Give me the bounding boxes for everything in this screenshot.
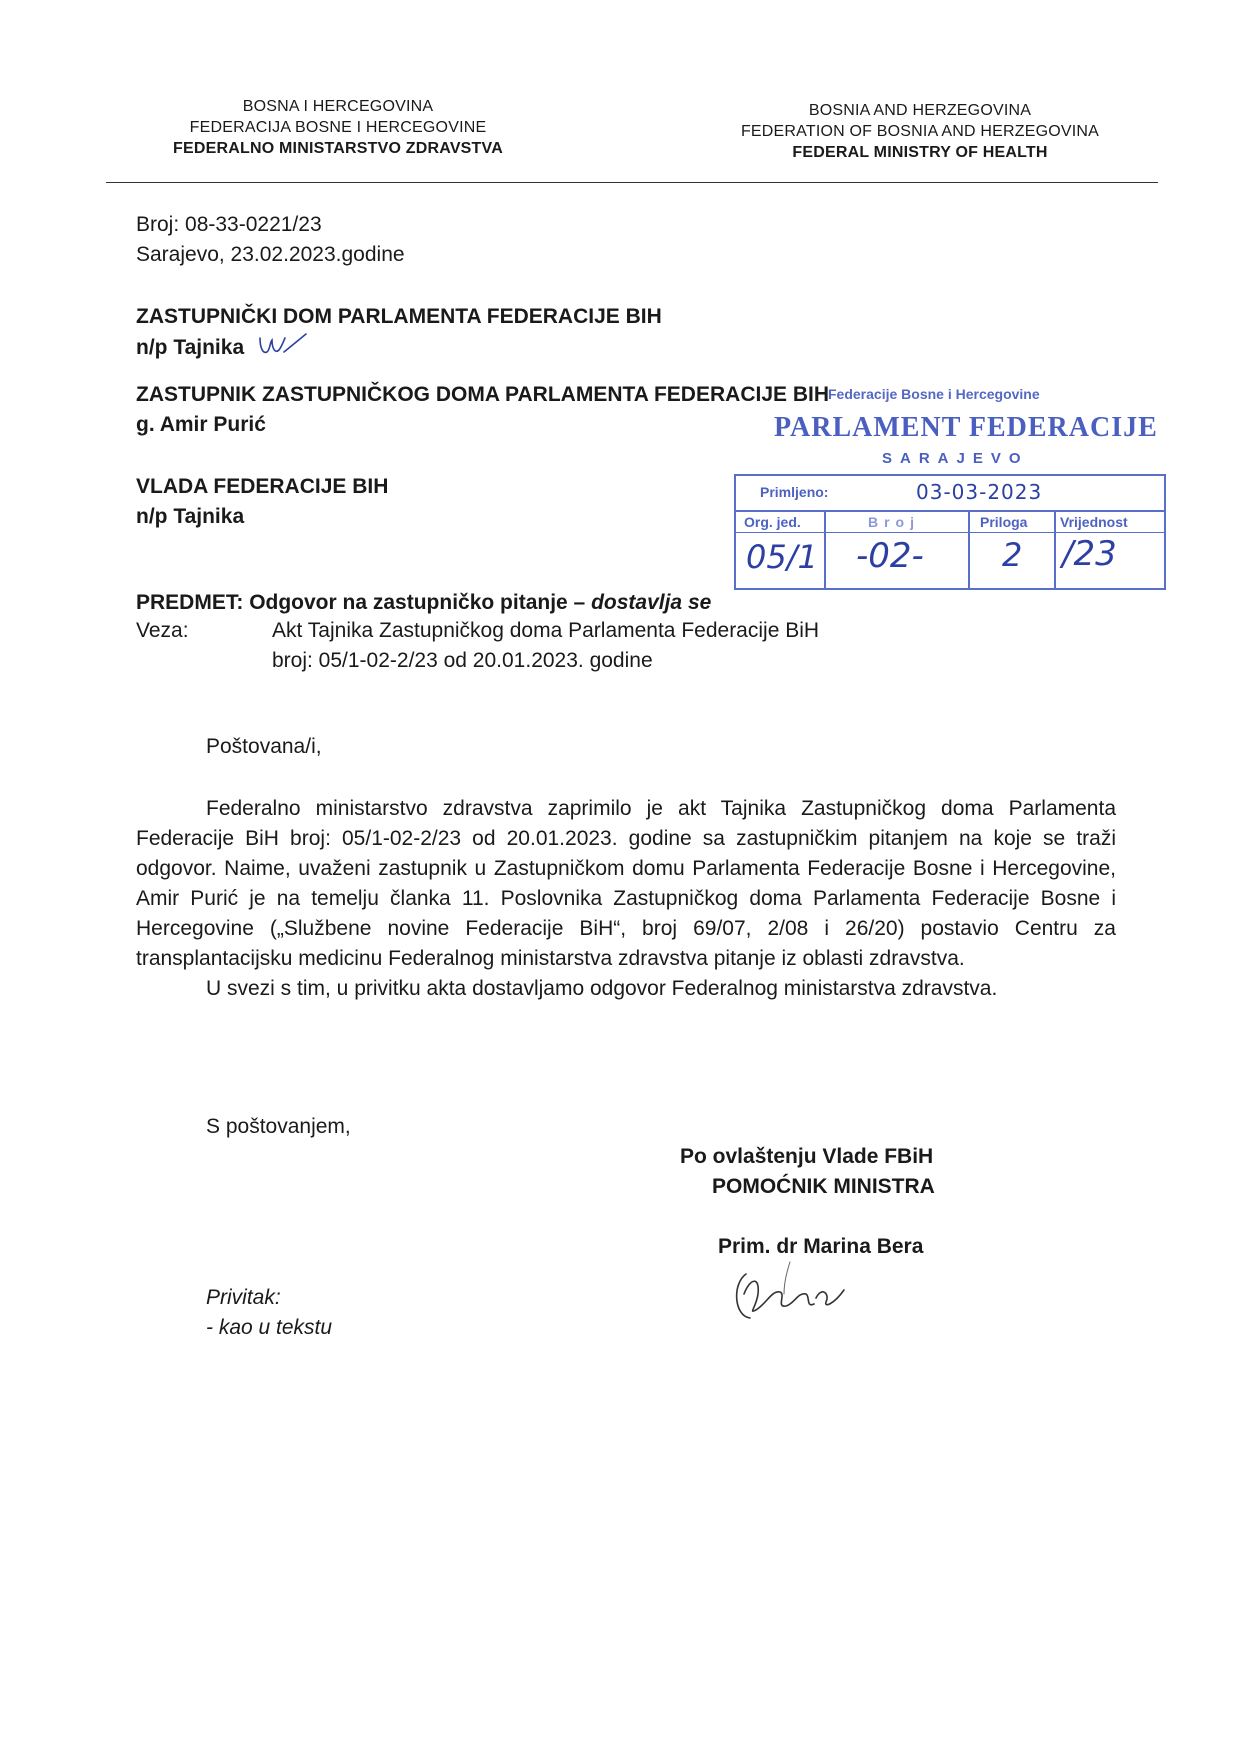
link-text-line2: broj: 05/1-02-2/23 od 20.01.2023. godine [272, 649, 653, 672]
stamp-number-label: Broj [868, 514, 920, 530]
stamp-row-divider [736, 532, 1164, 533]
stamp-attach-label: Priloga [980, 514, 1028, 530]
header-left-ministry: FEDERALNO MINISTARSTVO ZDRAVSTVA [173, 140, 503, 157]
body-text [136, 794, 1116, 1004]
recipient-representative-name: g. Amir Purić [136, 413, 266, 436]
header-right-federation: FEDERATION OF BOSNIA AND HERZEGOVINA [740, 123, 1100, 140]
initials-signature-icon [254, 332, 310, 360]
stamp-grid [734, 474, 1166, 590]
stamp-value-label: Vrijednost [1060, 514, 1128, 530]
closing: S poštovanjem, [206, 1115, 351, 1138]
attachment-label: Privitak: [206, 1286, 281, 1309]
stamp-col-divider [1054, 510, 1056, 588]
attachment-block [206, 1283, 332, 1343]
link-text-line1: Akt Tajnika Zastupničkog doma Parlamenta Federacije BiH [272, 619, 820, 642]
link-label: Veza: [136, 619, 189, 642]
stamp-top-text: Federacije Bosne i Hercegovine [828, 386, 1040, 402]
stamp-received-date: 03-03-2023 [916, 480, 1043, 504]
stamp-org-label: Org. jed. [744, 514, 801, 530]
stamp-city: SARAJEVO [882, 450, 1029, 467]
header-left-country: BOSNA I HERCEGOVINA [242, 98, 434, 115]
recipient-parliament-attn: n/p Tajnika [136, 332, 662, 363]
subject-label: PREDMET: [136, 591, 244, 614]
stamp-row-divider [736, 510, 1164, 512]
stamp-attach-value: 2 [1002, 536, 1023, 574]
header-right-ministry: FEDERAL MINISTRY OF HEALTH [792, 144, 1048, 161]
header-left [128, 96, 548, 159]
greeting: Poštovana/i, [206, 735, 322, 758]
stamp-org-value: 05/1 [746, 538, 818, 576]
header-right-country: BOSNIA AND HERZEGOVINA [808, 102, 1032, 119]
body-paragraph-1: Federalno ministarstvo zdravstva zaprimilo je akt Tajnika Zastupničkog doma Parlamenta Federacije BiH broj: 05/1-02-2/23 od 20.01.2023. godine sa zastupničkim pitanjem na koje se traži odgovor. Naime, uvaženi zastupnik u Zastupničkom domu Parlamenta Federacije Bosne i Hercegovine, Amir Purić je na temelju članka 11. Poslovnika Zastupničkog doma Parlamenta Federacije Bosne i Hercegovine („Službene novine Federacije BiH“, broj 69/07, 2/08 i 26/20) postavio Centru za transplantacijsku medicinu Federalnog ministarstva zdravstva pitanje iz oblasti zdravstva. [136, 797, 1116, 970]
stamp-col-divider [968, 510, 970, 588]
stamp-title: PARLAMENT FEDERACIJE [774, 412, 1158, 443]
received-stamp [730, 384, 1170, 594]
subject-italic: dostavlja se [591, 591, 712, 614]
signature-name: Prim. dr Marina Bera [718, 1235, 924, 1258]
recipient-parliament [136, 302, 662, 363]
reference-number: Broj: 08-33-0221/23 [136, 213, 322, 236]
recipient-representative [136, 380, 829, 440]
body-paragraph-2: U svezi s tim, u privitku akta dostavljamo odgovor Federalnog ministarstva zdravstva. [206, 977, 998, 1000]
subject-text: Odgovor na zastupničko pitanje – [249, 591, 592, 614]
header-divider [106, 182, 1158, 183]
recipient-government [136, 472, 388, 532]
stamp-received-label: Primljeno: [760, 484, 829, 500]
handwritten-signature-icon [726, 1254, 876, 1334]
stamp-col-divider [824, 510, 826, 588]
recipient-representative-title: ZASTUPNIK ZASTUPNIČKOG DOMA PARLAMENTA FEDERACIJE BIH [136, 383, 829, 406]
link-text [272, 616, 1032, 676]
recipient-parliament-name: ZASTUPNIČKI DOM PARLAMENTA FEDERACIJE BIH [136, 305, 662, 328]
stamp-number-value: -02- [856, 536, 924, 576]
signature-block [680, 1142, 1000, 1202]
header-left-federation: FEDERACIJA BOSNE I HERCEGOVINE [189, 119, 487, 136]
signature-title: POMOĆNIK MINISTRA [712, 1175, 935, 1198]
subject-line [136, 588, 1036, 618]
stamp-value-value: /23 [1062, 534, 1117, 574]
reference-place-date: Sarajevo, 23.02.2023.godine [136, 243, 405, 266]
recipient-government-name: VLADA FEDERACIJE BIH [136, 475, 389, 498]
header-right [700, 100, 1140, 163]
signature-authority: Po ovlaštenju Vlade FBiH [680, 1145, 934, 1168]
reference-block [136, 210, 405, 270]
recipient-government-attn: n/p Tajnika [136, 505, 245, 528]
attachment-item: - kao u tekstu [206, 1316, 333, 1339]
